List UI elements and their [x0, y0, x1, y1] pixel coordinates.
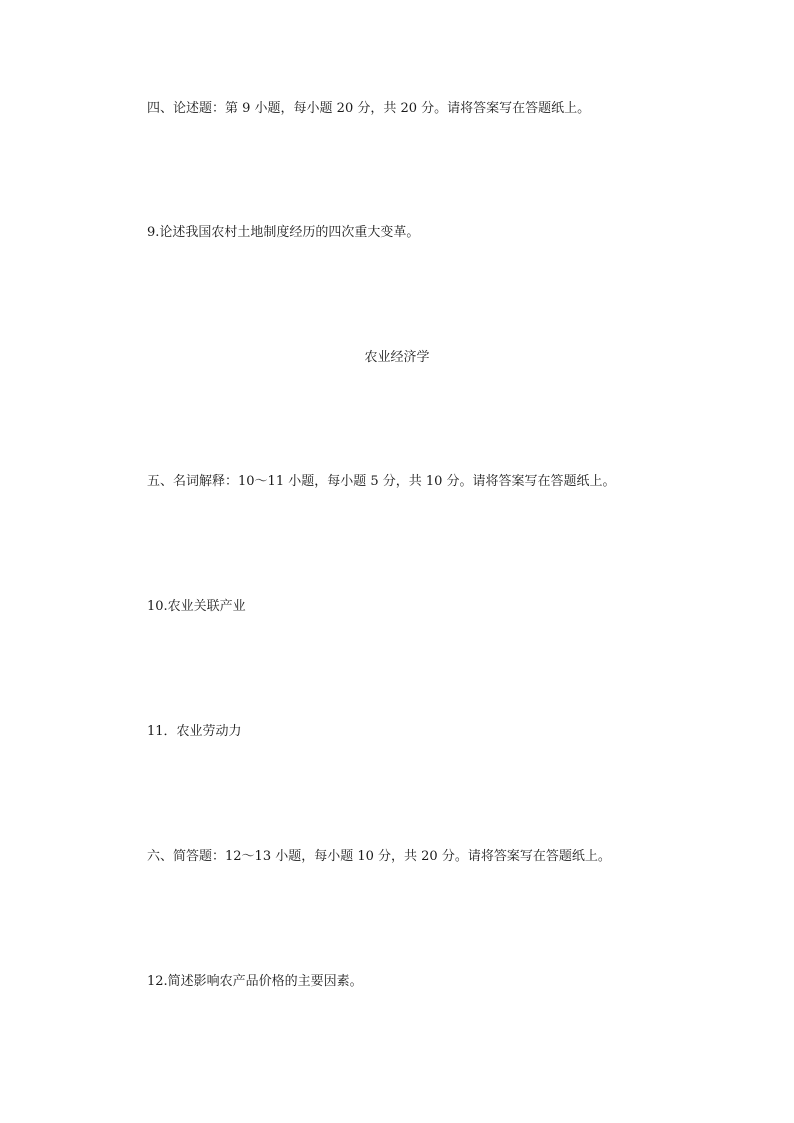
section-5-heading: 五、名词解释：10～11 小题，每小题 5 分，共 10 分。请将答案写在答题纸上。 [147, 474, 616, 489]
question-12: 12.简述影响农产品价格的主要因素。 [147, 974, 363, 989]
section-4-heading: 四、论述题：第 9 小题，每小题 20 分，共 20 分。请将答案写在答题纸上。 [147, 101, 591, 116]
subject-title: 农业经济学 [364, 350, 430, 365]
section-6-heading: 六、简答题：12～13 小题，每小题 10 分，共 20 分。请将答案写在答题纸上。 [147, 849, 611, 864]
question-10: 10.农业关联产业 [147, 599, 246, 614]
question-9: 9.论述我国农村土地制度经历的四次重大变革。 [147, 225, 420, 240]
question-11: 11．农业劳动力 [147, 724, 242, 739]
